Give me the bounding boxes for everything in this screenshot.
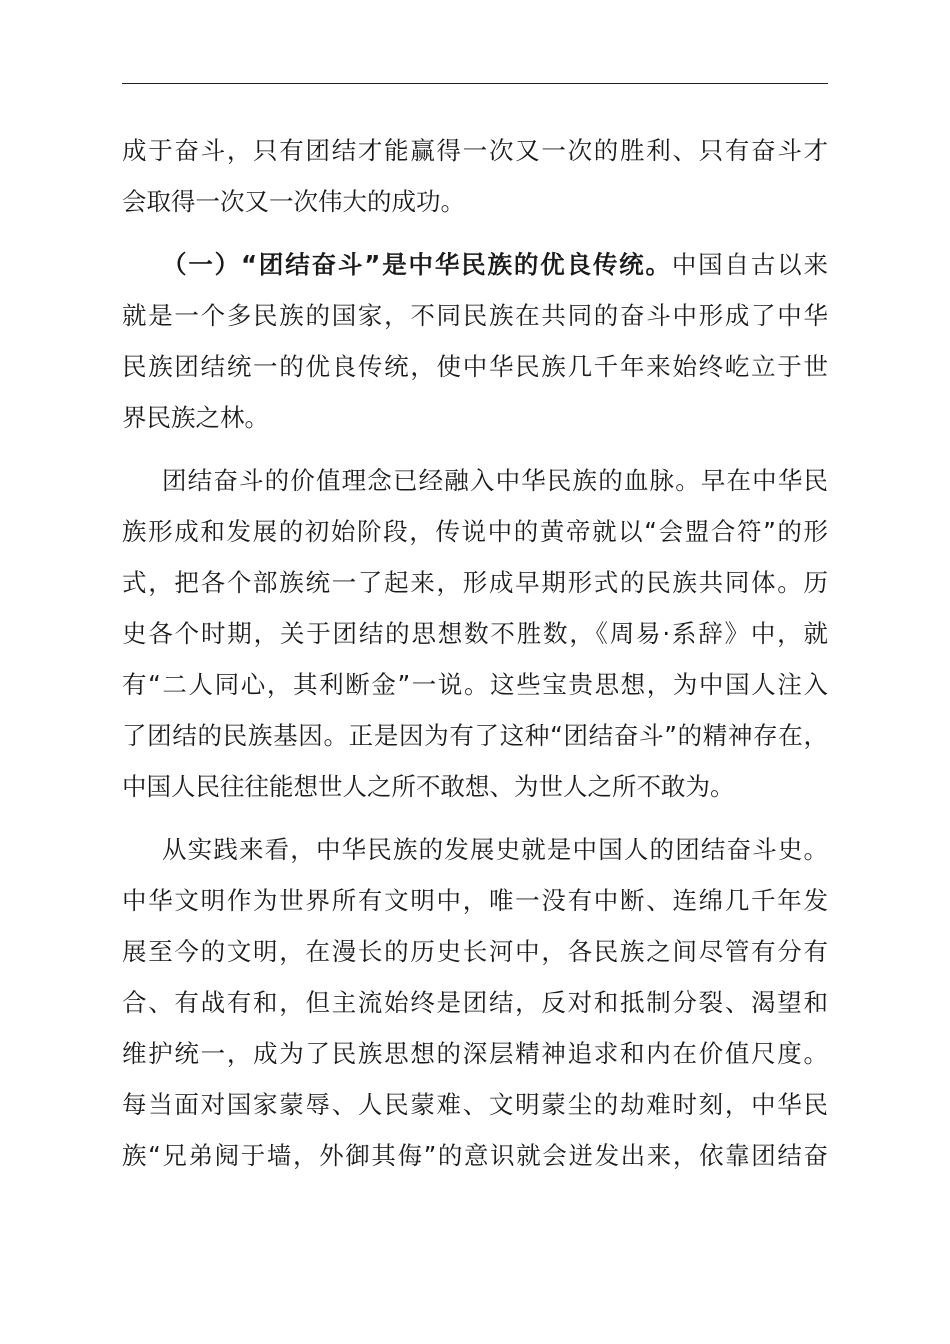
text-line: 每当面对国家蒙辱、人民蒙难、文明蒙尘的劫难时刻，中华民 bbox=[122, 1090, 828, 1119]
text-line: 就是一个多民族的国家，不同民族在共同的奋斗中形成了中华 bbox=[122, 301, 828, 330]
text-line: 会取得一次又一次伟大的成功。 bbox=[122, 187, 465, 216]
text-line: 合、有战有和，但主流始终是团结，反对和抵制分裂、渴望和 bbox=[122, 988, 828, 1017]
text-line: 史各个时期，关于团结的思想数不胜数，《周易·系辞》中，就 bbox=[122, 619, 828, 648]
paragraph-1 bbox=[122, 125, 828, 227]
paragraph-spacing bbox=[122, 443, 828, 455]
text-line: 成于奋斗，只有团结才能赢得一次又一次的胜利、只有奋斗才 bbox=[122, 136, 828, 165]
text-line: 界民族之林。 bbox=[122, 403, 269, 432]
text-line: 中国人民往往能想世人之所不敢想、为世人之所不敢为。 bbox=[122, 772, 735, 801]
text-line: 从实践来看，中华民族的发展史就是中国人的团结奋斗史。 bbox=[162, 835, 828, 864]
text-line: 团结奋斗的价值理念已经融入中华民族的血脉。早在中华民 bbox=[162, 466, 828, 495]
text-line: 有“二人同心，其利断金”一说。这些宝贵思想，为中国人注入 bbox=[122, 670, 828, 699]
text-line: 族“兄弟阋于墙，外御其侮”的意识就会迸发出来，依靠团结奋 bbox=[122, 1141, 828, 1170]
paragraph-3 bbox=[122, 455, 828, 812]
paragraph-2 bbox=[122, 239, 828, 443]
text-line bbox=[122, 239, 828, 290]
section-heading: （一）“团结奋斗”是中华民族的优良传统。 bbox=[162, 250, 672, 279]
header-rule bbox=[122, 83, 828, 84]
text-span: 中国自古以来 bbox=[671, 250, 829, 279]
text-line: 式，把各个部族统一了起来，形成早期形式的民族共同体。历 bbox=[122, 568, 828, 597]
text-line: 了团结的民族基因。正是因为有了这种“团结奋斗”的精神存在， bbox=[122, 721, 828, 750]
paragraph-spacing bbox=[122, 812, 828, 824]
document-body bbox=[122, 125, 828, 1181]
paragraph-4 bbox=[122, 824, 828, 1181]
text-line: 中华文明作为世界所有文明中，唯一没有中断、连绵几千年发 bbox=[122, 886, 828, 915]
text-line: 维护统一，成为了民族思想的深层精神追求和内在价值尺度。 bbox=[122, 1039, 828, 1068]
text-line: 展至今的文明，在漫长的历史长河中，各民族之间尽管有分有 bbox=[122, 937, 828, 966]
text-line: 民族团结统一的优良传统，使中华民族几千年来始终屹立于世 bbox=[122, 352, 828, 381]
paragraph-spacing bbox=[122, 227, 828, 239]
text-line: 族形成和发展的初始阶段，传说中的黄帝就以“会盟合符”的形 bbox=[122, 517, 828, 546]
